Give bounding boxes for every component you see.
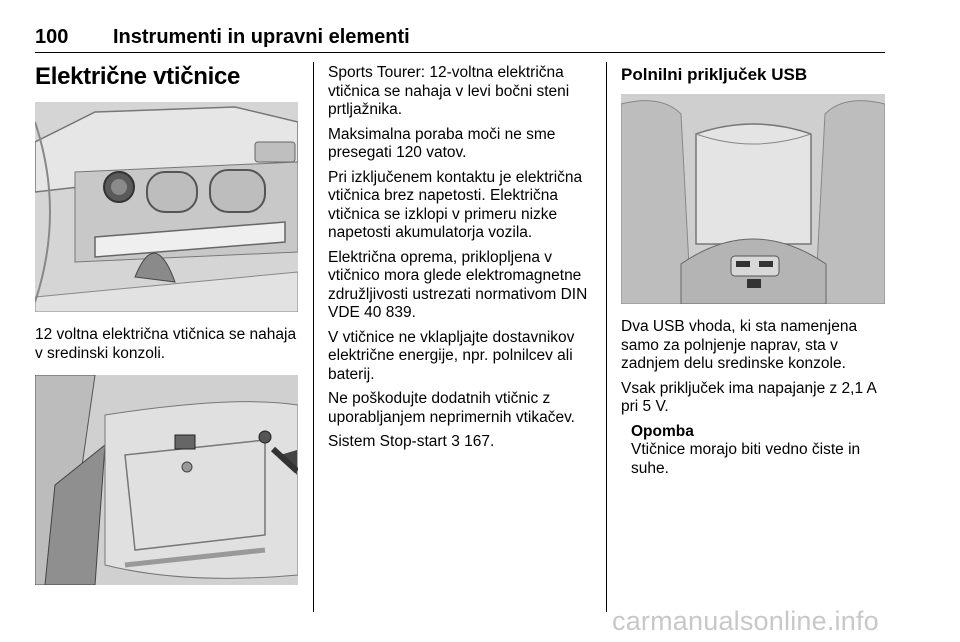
usb-port-figure [621,94,885,304]
chapter-title: Instrumenti in upravni elementi [113,26,410,48]
paragraph: V vtičnice ne vklapljajte dostavnikov električne energije, npr. polnilcev ali baterij. [328,328,575,383]
column-divider [606,62,607,612]
paragraph: Maksimalna poraba moči ne sme presegati 120 vatov. [328,125,556,161]
page-header [35,26,885,53]
center-console-socket-figure [35,102,298,312]
cross-reference-text: Sistem Stop-start [328,433,447,450]
cross-reference[interactable] [328,433,594,452]
page-number: 100 [35,26,69,48]
section-heading: Električne vtičnice [35,63,241,90]
paragraph: Vsak priključek ima napajanje z 2,1 A pri 5 V. [621,379,877,415]
watermark: carmanualsonline.info [612,606,879,636]
note-title: Opomba [631,422,694,440]
trunk-socket-figure [35,375,298,585]
figure-caption: 12 voltna električna vtičnica se nahaja v sredinski konzoli. [35,326,297,362]
paragraph: Dva USB vhoda, ki sta namenjena samo za polnjenje naprav, sta v zadnjem delu sredinske konzole. [621,318,858,372]
paragraph: Sports Tourer: 12-voltna električna vtičnica se nahaja v levi bočni steni prtljažnika. [328,64,570,118]
column-left [35,62,300,585]
column-middle [328,64,594,458]
column-right [621,62,887,484]
paragraph: Pri izključenem kontaktu je električna vtičnica brez napetosti. Električna vtičnica se izklopi v primeru nizke napetosti akumulatorja vozila. [328,168,583,241]
page-reference-icon: 3 [451,433,460,450]
section-heading: Polnilni priključek USB [621,65,808,84]
paragraph: Električna oprema, priklopljena v vtičnico mora glede elektromagnetne združljivosti ustrezati normativom DIN VDE 40 839. [328,248,588,321]
cross-reference-page: 167. [464,433,495,450]
note-box [631,423,887,479]
note-text: Vtičnice morajo biti vedno čiste in suhe. [631,441,861,477]
paragraph: Ne poškodujte dodatnih vtičnic z uporabljanjem neprimernih vtikačev. [328,390,575,426]
column-divider [313,62,314,612]
